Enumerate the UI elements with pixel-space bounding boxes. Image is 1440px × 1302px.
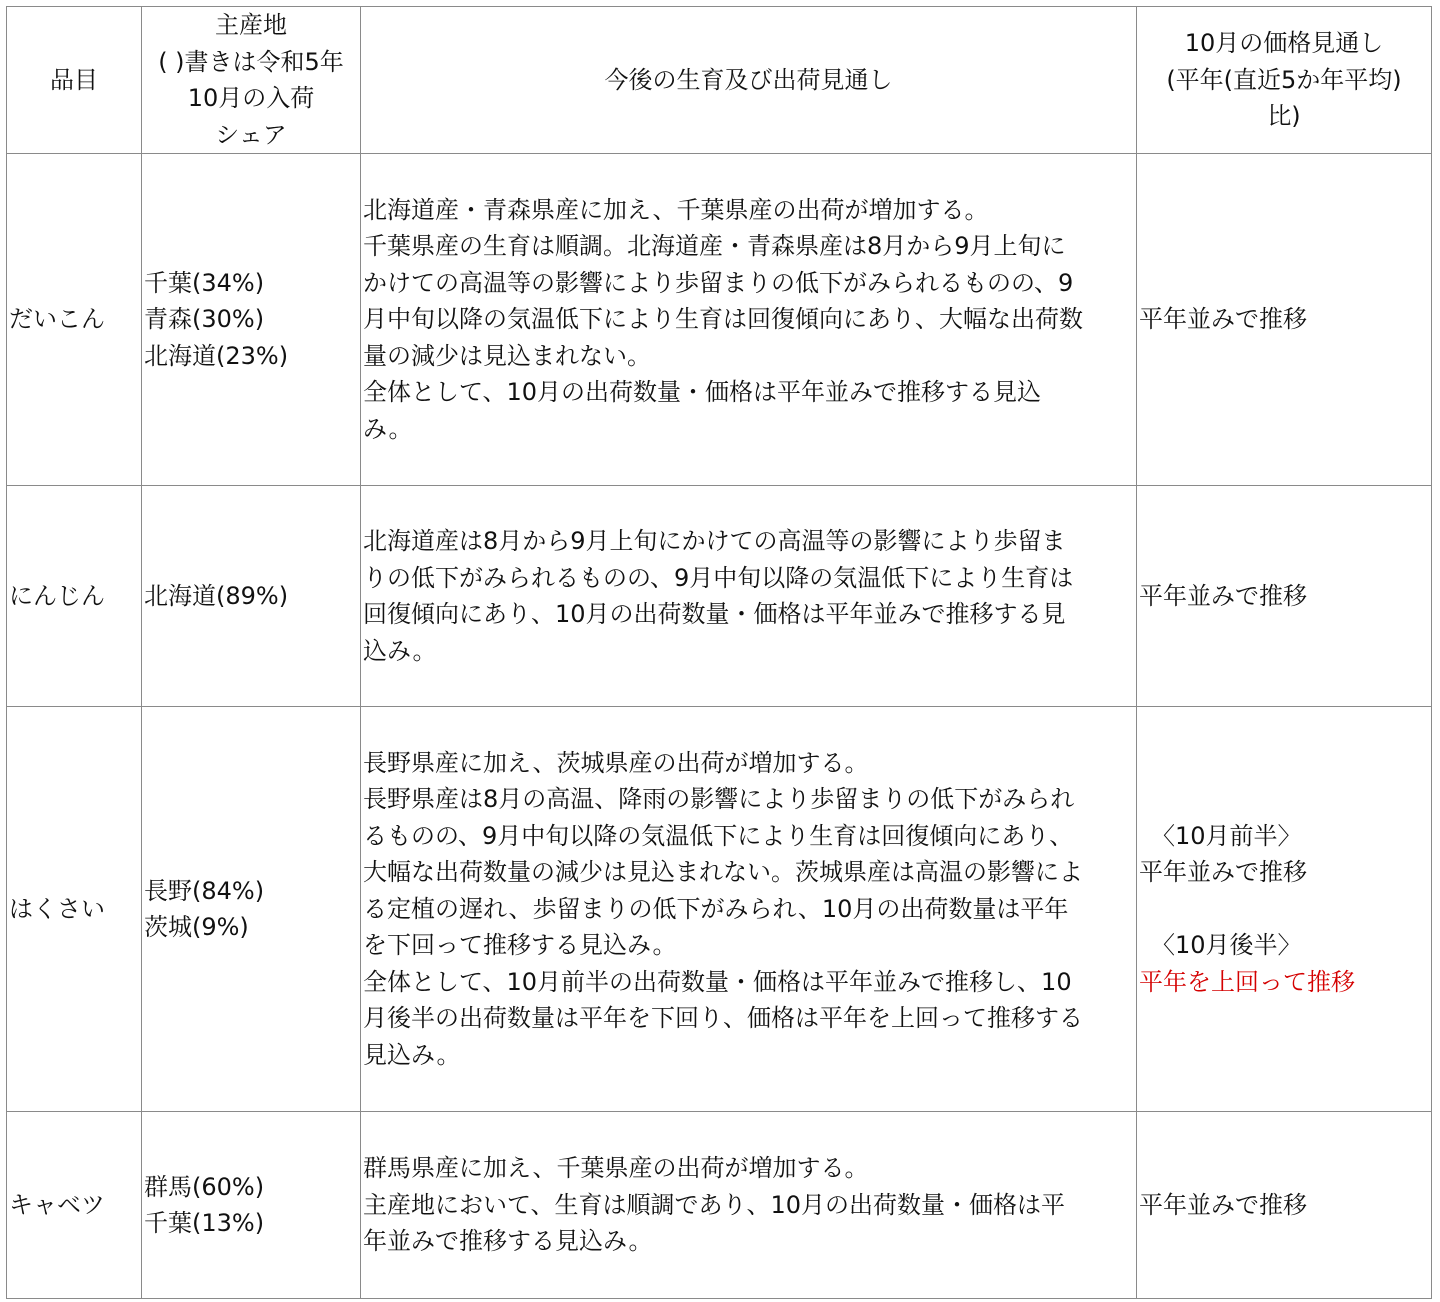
price-outlook: 平年並みで推移 bbox=[1139, 1190, 1307, 1219]
outlook-line: を下回って推移する見込み。 bbox=[363, 931, 677, 960]
origin-entry: 北海道(23%) bbox=[144, 341, 289, 370]
price-outlook-highlight: 平年を上回って推移 bbox=[1139, 967, 1355, 996]
outlook-line: 群馬県産に加え、千葉県産の出荷が増加する。 bbox=[363, 1154, 869, 1183]
header-price-line: 10月の価格見通し bbox=[1184, 29, 1384, 58]
outlook-line: 回復傾向にあり、10月の出荷数量・価格は平年並みで推移する見 bbox=[363, 600, 1066, 628]
outlook-line: るものの、9月中旬以降の気温低下により生育は回復傾向にあり、 bbox=[363, 821, 1074, 850]
item-name bbox=[7, 1112, 142, 1299]
item-name-text: にんじん bbox=[9, 581, 105, 610]
origin-entry: 千葉(34%) bbox=[144, 268, 265, 297]
outlook-line: 長野県産は8月の高温、降雨の影響により歩留まりの低下がみられ bbox=[363, 785, 1075, 814]
outlook-cell bbox=[361, 707, 1137, 1112]
item-name bbox=[7, 707, 142, 1112]
outlook-line: 北海道産は8月から9月上旬にかけての高温等の影響により歩留ま bbox=[363, 527, 1066, 555]
origin-entry: 茨城(9%) bbox=[144, 913, 249, 941]
header-outlook-label: 今後の生育及び出荷見通し bbox=[604, 65, 893, 94]
header-outlook bbox=[361, 7, 1137, 154]
item-name-text: キャベツ bbox=[9, 1190, 105, 1219]
header-origin bbox=[142, 7, 361, 154]
vegetable-outlook-table bbox=[6, 6, 1432, 1299]
price-outlook: 平年並みで推移 bbox=[1139, 581, 1307, 610]
table-row bbox=[7, 707, 1432, 1112]
price-outlook: 平年並みで推移 bbox=[1139, 305, 1307, 334]
outlook-line: 千葉県産の生育は順調。北海道産・青森県産は8月から9月上旬に bbox=[363, 232, 1066, 261]
price-period-label: 〈10月後半〉 bbox=[1151, 931, 1302, 960]
header-item-label: 品目 bbox=[50, 65, 98, 94]
price-cell bbox=[1137, 1112, 1432, 1299]
origin-cell bbox=[142, 1112, 361, 1299]
spacer bbox=[1139, 891, 1431, 928]
header-origin-line: ( )書きは令和5年 bbox=[158, 47, 344, 76]
outlook-line: 長野県産に加え、茨城県産の出荷が増加する。 bbox=[363, 748, 869, 777]
origin-cell bbox=[142, 486, 361, 707]
header-item bbox=[7, 7, 142, 154]
origin-entry: 長野(84%) bbox=[144, 876, 265, 905]
price-cell bbox=[1137, 154, 1432, 486]
outlook-line: かけての高温等の影響により歩留まりの低下がみられるものの、9 bbox=[363, 268, 1074, 297]
price-outlook: 平年並みで推移 bbox=[1139, 858, 1307, 887]
outlook-line: 月後半の出荷数量は平年を下回り、価格は平年を上回って推移する bbox=[363, 1004, 1083, 1033]
table-row bbox=[7, 1112, 1432, 1299]
origin-entry: 群馬(60%) bbox=[144, 1172, 265, 1201]
table-row bbox=[7, 154, 1432, 486]
item-name-text: はくさい bbox=[9, 894, 105, 923]
item-name bbox=[7, 154, 142, 486]
origin-entry: 北海道(89%) bbox=[144, 581, 289, 610]
outlook-line: 月中旬以降の気温低下により生育は回復傾向にあり、大幅な出荷数 bbox=[363, 305, 1083, 334]
outlook-line: 見込み。 bbox=[363, 1040, 461, 1069]
outlook-line: 大幅な出荷数量の減少は見込まれない。茨城県産は高温の影響によ bbox=[363, 858, 1083, 887]
outlook-cell bbox=[361, 486, 1137, 707]
item-name-text: だいこん bbox=[9, 305, 105, 334]
header-origin-line: 10月の入荷 bbox=[187, 84, 315, 112]
header-origin-line: シェア bbox=[215, 120, 287, 149]
table-row bbox=[7, 486, 1432, 707]
outlook-line: 主産地において、生育は順調であり、10月の出荷数量・価格は平 bbox=[363, 1190, 1066, 1219]
outlook-line: りの低下がみられるものの、9月中旬以降の気温低下により生育は bbox=[363, 563, 1074, 592]
outlook-line: 北海道産・青森県産に加え、千葉県産の出荷が増加する。 bbox=[363, 195, 989, 224]
price-cell bbox=[1137, 707, 1432, 1112]
origin-entry: 青森(30%) bbox=[144, 305, 265, 334]
header-price-line: (平年(直近5か年平均) bbox=[1166, 65, 1402, 94]
price-cell bbox=[1137, 486, 1432, 707]
price-period-label: 〈10月前半〉 bbox=[1151, 821, 1302, 850]
header-price bbox=[1137, 7, 1432, 154]
item-name bbox=[7, 486, 142, 707]
outlook-line: み。 bbox=[363, 414, 413, 443]
header-origin-line: 主産地 bbox=[215, 11, 287, 39]
outlook-cell bbox=[361, 1112, 1137, 1299]
outlook-cell bbox=[361, 154, 1137, 486]
origin-cell bbox=[142, 707, 361, 1112]
outlook-line: る定植の遅れ、歩留まりの低下がみられ、10月の出荷数量は平年 bbox=[363, 894, 1069, 923]
outlook-line: 年並みで推移する見込み。 bbox=[363, 1227, 653, 1256]
header-row bbox=[7, 7, 1432, 154]
header-price-line: 比) bbox=[1267, 102, 1301, 131]
origin-entry: 千葉(13%) bbox=[144, 1209, 265, 1237]
outlook-line: 全体として、10月前半の出荷数量・価格は平年並みで推移し、10 bbox=[363, 967, 1072, 996]
origin-cell bbox=[142, 154, 361, 486]
outlook-line: 量の減少は見込まれない。 bbox=[363, 341, 651, 370]
outlook-line: 全体として、10月の出荷数量・価格は平年並みで推移する見込 bbox=[363, 378, 1042, 407]
outlook-line: 込み。 bbox=[363, 636, 437, 665]
